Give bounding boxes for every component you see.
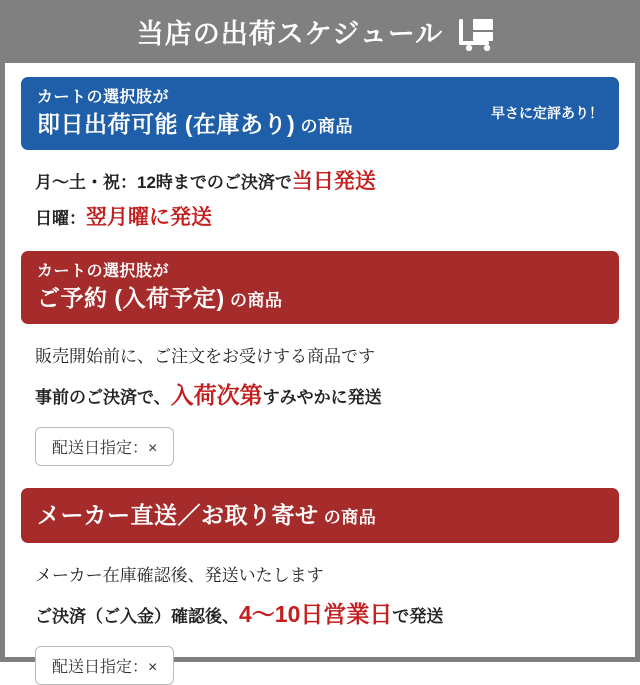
detail-prefix: 事前のご決済で、	[35, 387, 171, 407]
detail-line	[35, 200, 611, 237]
banner-text-group	[37, 261, 282, 314]
detail-suffix: すみやかに発送	[262, 387, 382, 407]
detail-highlight: 当日発送	[291, 169, 376, 193]
banner-big-suffix: の商品	[295, 116, 353, 136]
detail-line	[35, 338, 611, 375]
banner-text-group	[37, 500, 376, 531]
detail-prefix: 月～土・祝：12時までのご決済で	[35, 172, 292, 192]
detail-line	[35, 594, 611, 634]
hand-truck-icon	[457, 17, 503, 51]
page-body	[5, 63, 635, 685]
delivery-date-badge: 配送日指定：×	[35, 427, 174, 466]
banner-text-group	[37, 87, 353, 140]
section-banner-reservation	[21, 251, 619, 324]
detail-prefix: ご決済（ご入金）確認後、	[35, 606, 239, 626]
banner-big-label	[37, 500, 376, 531]
detail-highlight: 入荷次第	[170, 381, 263, 408]
banner-big-label	[37, 283, 282, 314]
spacer	[21, 466, 619, 488]
banner-big-suffix: の商品	[224, 290, 283, 310]
banner-big-main: ご予約 (入荷予定)	[37, 284, 225, 311]
detail-suffix: で発送	[392, 606, 444, 626]
page-title: 当店の出荷スケジュール	[136, 18, 444, 49]
detail-prefix: 日曜：	[35, 209, 86, 229]
detail-line	[35, 557, 611, 594]
banner-big-label	[37, 109, 353, 140]
banner-small-label: カートの選択肢が	[37, 263, 170, 281]
banner-small-label: カートの選択肢が	[37, 89, 170, 106]
banner-note: 早さに定評あり！	[491, 105, 603, 122]
details-immediate	[21, 150, 619, 242]
detail-highlight: 4～10日営業日	[239, 600, 393, 627]
banner-big-main: 即日出荷可能 (在庫あり)	[37, 110, 296, 137]
spacer	[21, 241, 619, 251]
detail-highlight: 翌月曜に発送	[86, 206, 212, 230]
detail-line	[35, 164, 611, 201]
delivery-date-badge: 配送日指定：×	[35, 646, 174, 685]
section-banner-immediate	[21, 77, 619, 150]
banner-big-main: メーカー直送／お取り寄せ	[37, 501, 319, 528]
details-direct-shipping	[21, 543, 619, 638]
detail-prefix: 販売開始前に、ご注文をお受けする商品です	[35, 346, 375, 366]
banner-big-suffix: の商品	[318, 507, 377, 527]
details-reservation	[21, 324, 619, 419]
page-header	[5, 5, 635, 63]
detail-prefix: メーカー在庫確認後、発送いたします	[35, 565, 324, 585]
detail-line	[35, 375, 611, 415]
section-banner-direct-shipping	[21, 488, 619, 543]
